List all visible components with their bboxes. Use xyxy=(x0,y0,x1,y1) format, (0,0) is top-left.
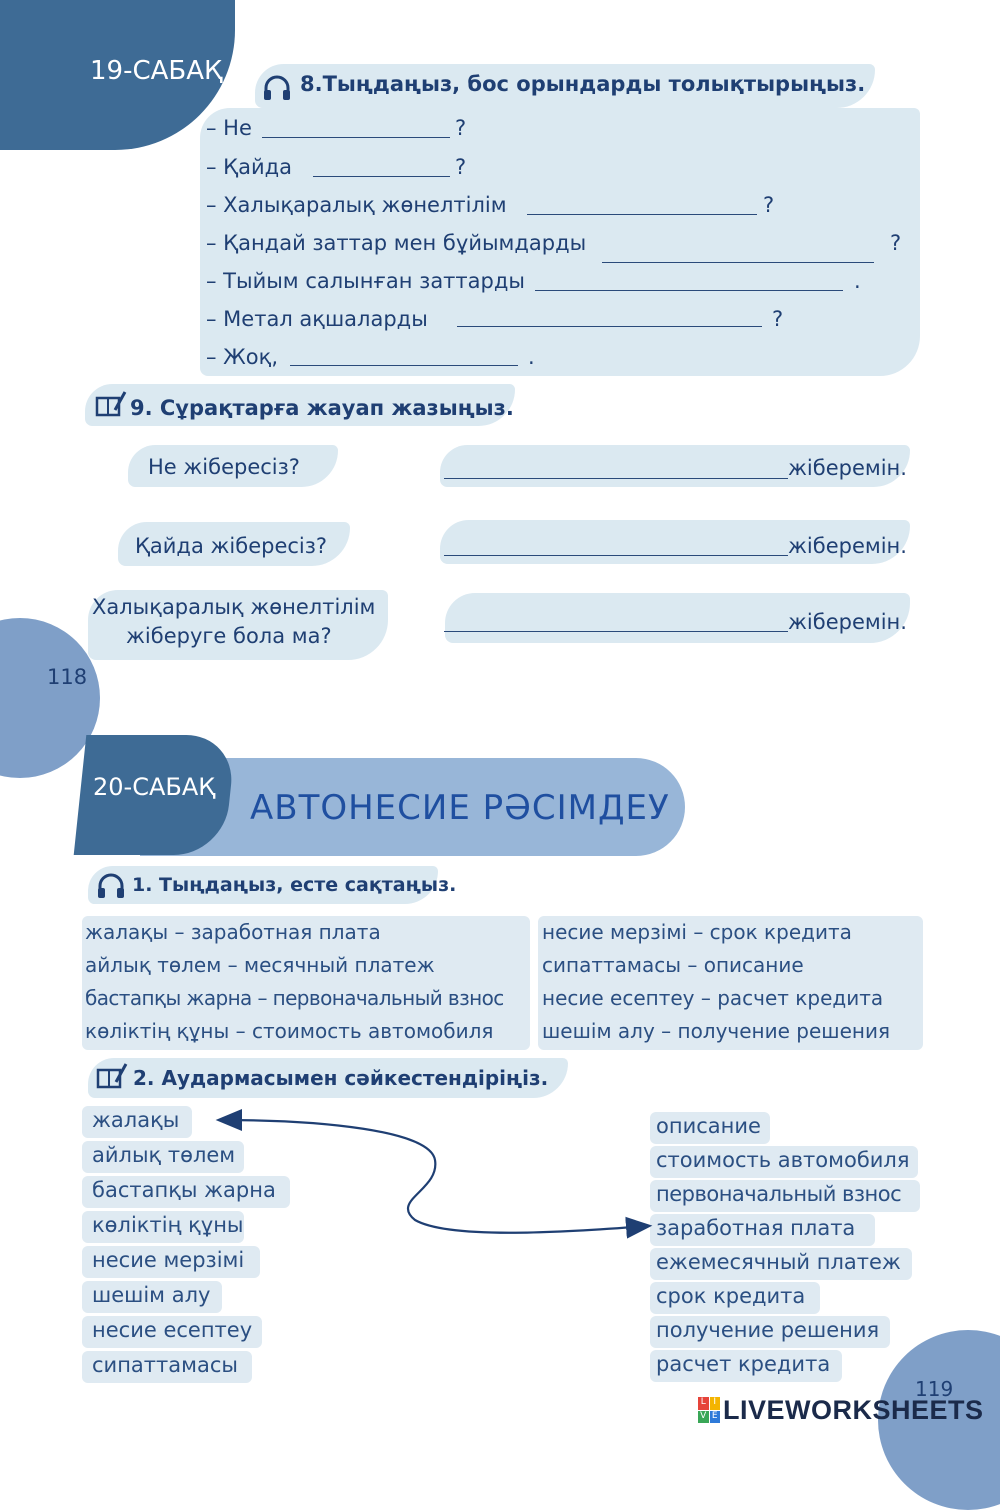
ex8-line-3-end: ? xyxy=(763,193,775,217)
page-number-118: 118 xyxy=(47,665,88,689)
ex8-line-5-prefix: – Тыйым салынған заттарды xyxy=(206,269,525,293)
ex1-right-1: несие мерзімі – срок кредита xyxy=(542,920,852,944)
ex2-right-item-3[interactable]: первоначальный взнос xyxy=(656,1182,902,1206)
ex2-left-item-5[interactable]: несие мерзімі xyxy=(92,1248,245,1272)
ex9-question-3-line-2: жіберуге бола ма? xyxy=(126,624,332,648)
ex8-line-2-blank[interactable] xyxy=(313,176,450,177)
ex2-left-item-3[interactable]: бастапқы жарна xyxy=(92,1178,276,1202)
ex8-line-7-end: . xyxy=(528,345,535,369)
ex8-title: 8.Тыңдаңыз, бос орындарды толықтырыңыз. xyxy=(300,72,866,96)
ex9-answer-3-suffix: жіберемін. xyxy=(788,610,907,634)
ex2-left-item-2[interactable]: айлық төлем xyxy=(92,1143,236,1167)
ex8-line-6-blank[interactable] xyxy=(457,326,762,327)
ex9-answer-3-blank[interactable] xyxy=(444,631,788,632)
ex8-line-5-end: . xyxy=(854,269,861,293)
ex8-line-4-end: ? xyxy=(890,231,902,255)
ex2-left-item-8[interactable]: сипаттамасы xyxy=(92,1353,238,1377)
ex8-line-3-prefix: – Халықаралық жөнелтілім xyxy=(206,193,507,217)
ex8-line-2-prefix: – Қайда xyxy=(206,155,292,179)
ex9-question-3-line-1: Халықаралық жөнелтілім xyxy=(92,595,376,619)
headphones-icon xyxy=(262,74,292,102)
ex8-line-4-prefix: – Қандай заттар мен бұйымдарды xyxy=(206,231,587,255)
lesson-20-title: АВТОНЕСИЕ РӘСІМДЕУ xyxy=(250,788,670,828)
ex9-answer-1-blank[interactable] xyxy=(444,478,788,479)
ex2-right-item-5[interactable]: ежемесячный платеж xyxy=(656,1250,901,1274)
ex1-left-2: айлық төлем – месячный платеж xyxy=(85,953,435,977)
notebook-pen-icon xyxy=(96,1062,128,1090)
ex8-line-6-prefix: – Метал ақшаларды xyxy=(206,307,428,331)
lesson-20-label: 20-САБАҚ xyxy=(93,773,216,801)
ex1-left-1: жалақы – заработная плата xyxy=(85,920,381,944)
ex8-line-1-end: ? xyxy=(455,116,467,140)
notebook-pen-icon xyxy=(95,390,127,418)
live-badge-icon: L I V E xyxy=(698,1397,720,1423)
ex8-line-1-prefix: – Не xyxy=(206,116,252,140)
ex8-line-5-blank[interactable] xyxy=(535,290,843,291)
ex1-title: 1. Тыңдаңыз, есте сақтаңыз. xyxy=(132,874,457,896)
ex2-right-item-1[interactable]: описание xyxy=(656,1114,761,1138)
ex2-example-arrow xyxy=(200,1100,670,1250)
ex2-left-item-6[interactable]: шешім алу xyxy=(92,1283,211,1307)
ex1-right-4: шешім алу – получение решения xyxy=(542,1019,890,1043)
liveworksheets-logo xyxy=(698,1395,984,1425)
ex9-answer-2-blank[interactable] xyxy=(444,555,788,556)
ex2-right-item-6[interactable]: срок кредита xyxy=(656,1284,806,1308)
ex1-right-3: несие есептеу – расчет кредита xyxy=(542,986,884,1010)
ex1-right-2: сипаттамасы – описание xyxy=(542,953,804,977)
ex9-title: 9. Сұрақтарға жауап жазыңыз. xyxy=(130,396,514,420)
ex8-line-1-blank[interactable] xyxy=(262,137,450,138)
ex9-question-2: Қайда жібересіз? xyxy=(135,534,328,558)
ex2-left-item-1[interactable]: жалақы xyxy=(92,1108,180,1132)
ex2-right-item-2[interactable]: стоимость автомобиля xyxy=(656,1148,910,1172)
ex8-line-3-blank[interactable] xyxy=(527,214,757,215)
ex8-line-7-blank[interactable] xyxy=(290,365,518,366)
lesson-19-label: 19-САБАҚ xyxy=(90,56,223,86)
ex8-line-6-end: ? xyxy=(772,307,784,331)
ex8-line-2-end: ? xyxy=(455,155,467,179)
ex8-line-4-blank[interactable] xyxy=(602,262,874,263)
ex9-answer-2-suffix: жіберемін. xyxy=(788,534,907,558)
ex1-left-3: бастапқы жарна – первоначальный взнос xyxy=(85,986,504,1010)
ex9-question-1: Не жібересіз? xyxy=(148,455,300,479)
ex1-left-4: көліктің құны – стоимость автомобиля xyxy=(85,1019,494,1043)
ex2-right-item-7[interactable]: получение решения xyxy=(656,1318,880,1342)
ex2-right-item-4[interactable]: заработная плата xyxy=(656,1216,856,1240)
ex2-left-item-7[interactable]: несие есептеу xyxy=(92,1318,253,1342)
watermark-text: LIVEWORKSHEETS xyxy=(723,1394,984,1425)
ex2-left-item-4[interactable]: көліктің құны xyxy=(92,1213,244,1237)
ex2-right-item-8[interactable]: расчет кредита xyxy=(656,1352,831,1376)
ex9-answer-1-suffix: жіберемін. xyxy=(788,456,907,480)
headphones-icon xyxy=(96,872,126,900)
ex2-title: 2. Аудармасымен сәйкестендіріңіз. xyxy=(133,1066,549,1090)
page-number-119: 119 xyxy=(915,1377,954,1401)
ex8-line-7-prefix: – Жоқ, xyxy=(206,345,279,369)
